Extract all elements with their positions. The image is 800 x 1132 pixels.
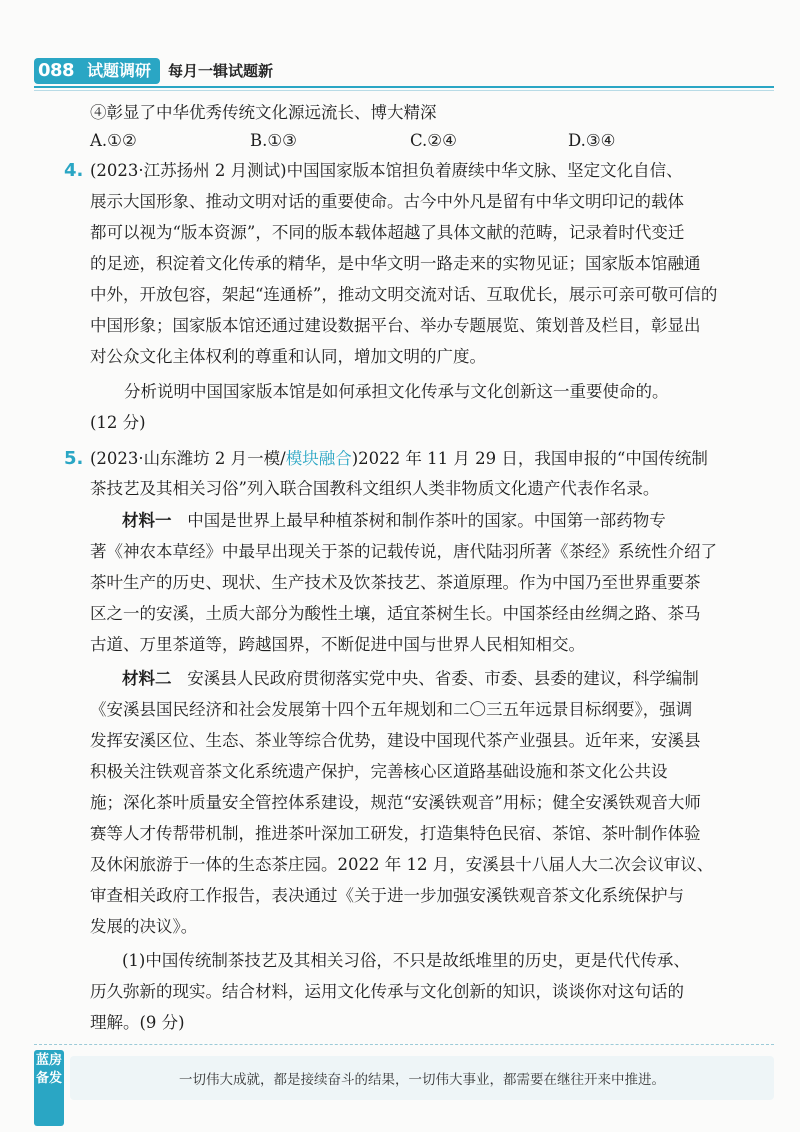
material-2-line: 发挥安溪区位、生态、茶业等综合优势，建设中国现代茶产业强县。近年来，安溪县 <box>90 731 701 750</box>
q5-intro-line2: 茶技艺及其相关习俗”列入联合国教科文组织人类非物质文化遗产代表作名录。 <box>90 479 660 498</box>
material-2-text: 安溪县人民政府贯彻落实党中央、省委、市委、县委的建议，科学编制 <box>187 669 699 688</box>
material-1-label: 材料一 <box>122 511 172 530</box>
header-subtitle: 每月一辑试题新 <box>168 62 274 80</box>
q5-sub1-line: 理解。(9 分) <box>90 1013 185 1032</box>
q5-source: (2023·山东潍坊 2 月一模/ <box>90 449 286 468</box>
material-1-line: 区之一的安溪，土质大部分为酸性土壤，适宜茶树生长。中国茶经由丝绸之路、茶马 <box>90 604 701 623</box>
material-2-line: 发展的决议》。 <box>90 917 198 936</box>
header-rule <box>34 86 774 88</box>
q4-line: 中国形象；国家版本馆还通过建设数据平台、举办专题展览、策划普及栏目，彰显出 <box>90 316 701 335</box>
material-1-line: 古道、万里茶道等，跨越国界，不断促进中国与世界人民相知相交。 <box>90 635 585 654</box>
header-rule-thin <box>34 90 774 91</box>
q5-module-tag: 模块融合 <box>285 449 352 468</box>
q4-line: (2023·江苏扬州 2 月测试)中国国家版本馆担负着赓续中华文脉、坚定文化自信、 <box>90 161 683 180</box>
q5-sub1-line: 历久弥新的现实。结合材料，运用文化传承与文化创新的知识，谈谈你对这句话的 <box>90 982 684 1001</box>
q3-item-4: ④彰显了中华优秀传统文化源远流长、博大精深 <box>90 103 437 122</box>
material-1-line: 茶叶生产的历史、现状、生产技术及饮茶技艺、茶道原理。作为中国乃至世界重要茶 <box>90 573 701 592</box>
material-2-line: 积极关注铁观音茶文化系统遗产保护，完善核心区道路基础设施和茶文化公共设 <box>90 762 668 781</box>
q3-option-d: D.③④ <box>568 131 616 150</box>
q4-number: 4. <box>64 160 84 181</box>
footer-divider <box>34 1044 774 1045</box>
material-1-first-line <box>122 508 666 534</box>
q5-number: 5. <box>64 448 84 469</box>
q4-question: 分析说明中国国家版本馆是如何承担文化传承与文化创新这一重要使命的。 <box>124 382 669 401</box>
q4-line: 展示大国形象、推动文明对话的重要使命。古今中外凡是留有中华文明印记的载体 <box>90 192 684 211</box>
q5-intro-text: )2022 年 11 月 29 日，我国申报的“中国传统制 <box>351 449 708 468</box>
material-2-line: 及休闲旅游于一体的生态茶庄园。2022 年 12 月，安溪县十八届人大二次会议审议、 <box>90 855 714 874</box>
q5-intro-line1 <box>90 446 708 472</box>
q3-option-b: B.①③ <box>250 131 297 150</box>
material-2-line: 审查相关政府工作报告，表决通过《关于进一步加强安溪铁观音茶文化系统保护与 <box>90 886 684 905</box>
page-number: 088 <box>34 58 78 84</box>
q3-option-c: C.②④ <box>410 131 457 150</box>
q4-score: (12 分) <box>90 413 146 432</box>
material-2-first-line <box>122 666 699 692</box>
footer-quote: 一切伟大成就，都是接续奋斗的结果，一切伟大事业，都需要在继往开来中推进。 <box>179 1072 665 1088</box>
material-2-label: 材料二 <box>122 669 172 688</box>
q5-sub1-line: (1)中国传统制茶技艺及其相关习俗，不只是故纸堆里的历史，更是代代传承、 <box>122 951 690 970</box>
q4-line: 都可以视为“版本资源”，不同的版本载体超越了具体文献的范畴，记录着时代变迁 <box>90 223 685 242</box>
column-title: 试题调研 <box>78 58 160 84</box>
material-1-line: 著《神农本草经》中最早出现关于茶的记载传说，唐代陆羽所著《茶经》系统性介绍了 <box>90 542 717 561</box>
material-2-line: 施；深化茶叶质量安全管控体系建设，规范“安溪铁观音”用标；健全安溪铁观音大师 <box>90 793 701 812</box>
material-2-line: 《安溪县国民经济和社会发展第十四个五年规划和二〇三五年远景目标纲要》，强调 <box>90 700 693 719</box>
q4-line: 对公众文化主体权利的尊重和认同，增加文明的广度。 <box>90 347 486 366</box>
q4-line: 的足迹，积淀着文化传承的精华，是中华文明一路走来的实物见证；国家版本馆融通 <box>90 254 701 273</box>
footer-quote-box <box>70 1056 774 1100</box>
q4-line: 中外，开放包容，架起“连通桥”，推动文明交流对话、互取优长，展示可亲可敬可信的 <box>90 285 718 304</box>
q3-option-a: A.①② <box>90 131 137 150</box>
side-tab-logo: 蓝房备发 <box>34 1050 64 1126</box>
material-2-line: 赛等人才传帮带机制，推进茶叶深加工研发，打造集特色民宿、茶馆、茶叶制作体验 <box>90 824 701 843</box>
material-1-text: 中国是世界上最早种植茶树和制作茶叶的国家。中国第一部药物专 <box>187 511 666 530</box>
